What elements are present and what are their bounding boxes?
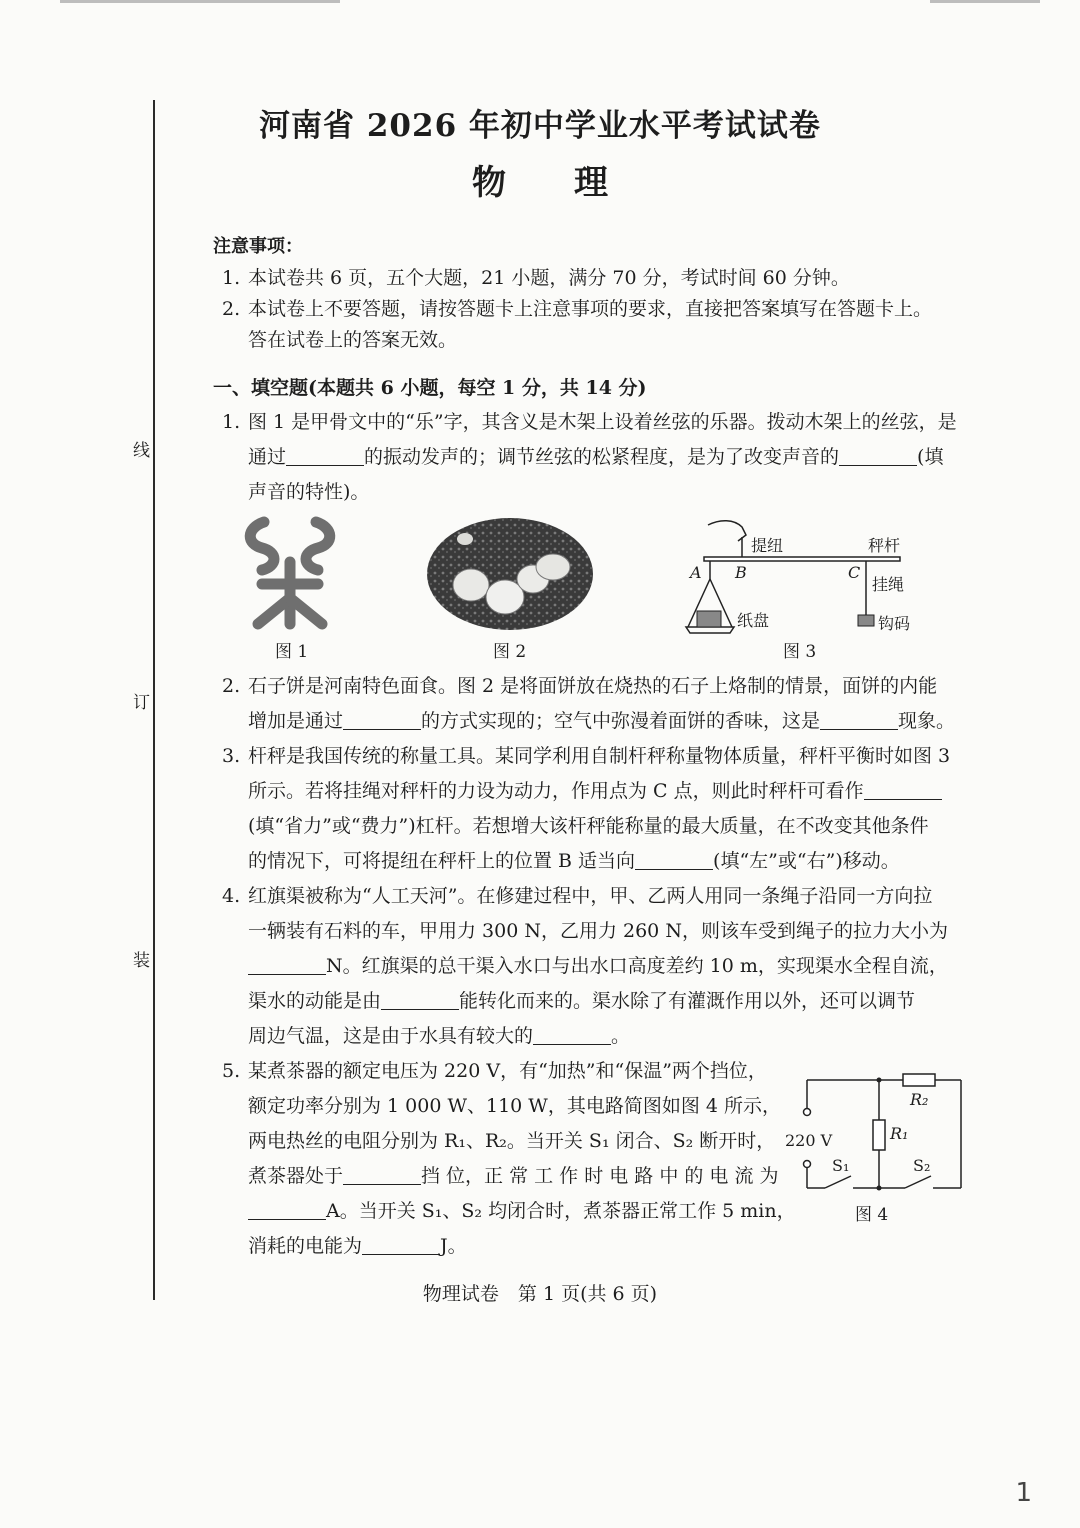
q5-line-3: 两电热丝的电阻分别为 R₁、R₂。当开关 S₁ 闭合、S₂ 断开时， — [248, 1130, 776, 1152]
q5-line-4: 煮茶器处于 挡 位，正 常 工 作 时 电 路 中 的 电 流 为 — [248, 1159, 779, 1194]
figure-4-label-voltage: 220 V — [785, 1131, 833, 1150]
q2-line-2: 增加是通过 的方式实现的；空气中弥漫着面饼的香味，这是 现象。 — [248, 704, 955, 739]
q4-line-2: 一辆装有石料的车，甲用力 300 N，乙用力 260 N，则该车受到绳子的拉力大小为 — [248, 920, 948, 942]
page-footer: 物理试卷 第 1 页(共 6 页) — [422, 1283, 658, 1305]
figure-3-label-chenggan: 秤杆 — [868, 536, 901, 555]
q5-line-6: 消耗的电能为 J。 — [248, 1229, 467, 1264]
figure-3-label-guasheng: 挂绳 — [872, 575, 905, 594]
answer-blank — [381, 987, 459, 1010]
q4-line-3: N。红旗渠的总干渠入水口与出水口高度差约 10 m，实现渠水全程自流， — [248, 949, 948, 984]
figure-3-caption: 图 3 — [783, 642, 817, 662]
answer-blank — [343, 1162, 421, 1185]
q3-line-2: 所示。若将挂绳对秤杆的力设为动力，作用点为 C 点，则此时秤杆可看作 — [248, 774, 942, 809]
answer-blank — [248, 952, 326, 975]
q1-line-3: 声音的特性)。 — [248, 481, 370, 503]
figure-1-oracle-character — [240, 512, 340, 632]
figure-2-photo — [425, 515, 595, 633]
q5-line-2: 额定功率分别为 1 000 W、110 W，其电路简图如图 4 所示， — [248, 1095, 782, 1117]
q5-line-5: A。当开关 S₁、S₂ 均闭合时，煮茶器正常工作 5 min， — [248, 1194, 796, 1229]
answer-blank — [286, 443, 364, 466]
q3-line-3: (填“省力”或“费力”)杠杆。若想增大该杆秤能称量的最大质量，在不改变其他条件 — [248, 815, 929, 837]
answer-blank — [820, 707, 898, 730]
figure-2-caption: 图 2 — [493, 642, 527, 662]
notice-item-2: 2. 本试卷上不要答题，请按答题卡上注意事项的要求，直接把答案填写在答题卡上。 — [222, 298, 933, 320]
q3-line-4: 的情况下，可将提纽在秤杆上的位置 B 适当向 (填“左”或“右”)移动。 — [248, 844, 900, 879]
answer-blank — [864, 777, 942, 800]
notice-item-1: 1. 本试卷共 6 页，五个大题，21 小题，满分 70 分，考试时间 60 分钟。 — [222, 267, 850, 289]
notice-item-2-cont: 答在试卷上的答案无效。 — [248, 329, 458, 351]
subject-title: 物 理 — [472, 163, 608, 203]
corner-page-number: 1 — [1015, 1478, 1032, 1508]
answer-blank — [533, 1022, 611, 1045]
figure-3-label-tizu: 提纽 — [751, 536, 784, 555]
figure-4-label-s1: S₁ — [832, 1156, 850, 1175]
q4-line-4: 渠水的动能是由 能转化而来的。渠水除了有灌溉作用以外，还可以调节 — [248, 984, 915, 1019]
answer-blank — [839, 443, 917, 466]
figure-4-caption: 图 4 — [855, 1205, 889, 1225]
figure-4-label-r1: R₁ — [890, 1124, 909, 1143]
figure-3-label-a: A — [690, 563, 702, 582]
margin-char-order: 订 — [133, 693, 150, 713]
answer-blank — [248, 1197, 326, 1220]
figure-3-label-b: B — [735, 563, 747, 582]
scan-mark — [930, 0, 1040, 3]
notice-heading: 注意事项： — [213, 236, 303, 257]
q4-line-1: 4. 红旗渠被称为“人工天河”。在修建过程中，甲、乙两人用同一条绳子沿同一方向拉 — [222, 885, 933, 907]
figure-1-caption: 图 1 — [275, 642, 309, 662]
exam-title: 河南省 2026 年初中学业水平考试试卷 — [259, 108, 821, 144]
q2-line-1: 2. 石子饼是河南特色面食。图 2 是将面饼放在烧热的石子上烙制的情景，面饼的内能 — [222, 675, 938, 697]
figure-3-label-zhipan: 纸盘 — [737, 611, 770, 630]
section-1-heading: 一、填空题(本题共 6 小题，每空 1 分，共 14 分) — [213, 377, 647, 399]
q1-line-2: 通过 的振动发声的；调节丝弦的松紧程度，是为了改变声音的 (填 — [248, 440, 943, 475]
figure-4-label-s2: S₂ — [913, 1156, 931, 1175]
figure-4-label-r2: R₂ — [910, 1090, 929, 1109]
binding-line — [153, 100, 155, 1300]
answer-blank — [362, 1232, 440, 1255]
scan-mark — [60, 0, 340, 3]
q4-line-5: 周边气温，这是由于水具有较大的 。 — [248, 1019, 630, 1054]
answer-blank — [635, 847, 713, 870]
figure-3-label-gouma: 钩码 — [878, 614, 911, 633]
q3-line-1: 3. 杆秤是我国传统的称量工具。某同学利用自制杆秤称量物体质量，秤杆平衡时如图 3 — [222, 745, 951, 767]
answer-blank — [343, 707, 421, 730]
figure-3-label-c: C — [848, 563, 861, 582]
margin-char-line: 线 — [133, 441, 150, 461]
q1-line-1: 1. 图 1 是甲骨文中的“乐”字，其含义是木架上设着丝弦的乐器。拨动木架上的丝弦，是 — [222, 411, 957, 433]
margin-char-bind: 装 — [133, 951, 150, 971]
q5-line-1: 5. 某煮茶器的额定电压为 220 V，有“加热”和“保温”两个挡位， — [222, 1060, 767, 1082]
